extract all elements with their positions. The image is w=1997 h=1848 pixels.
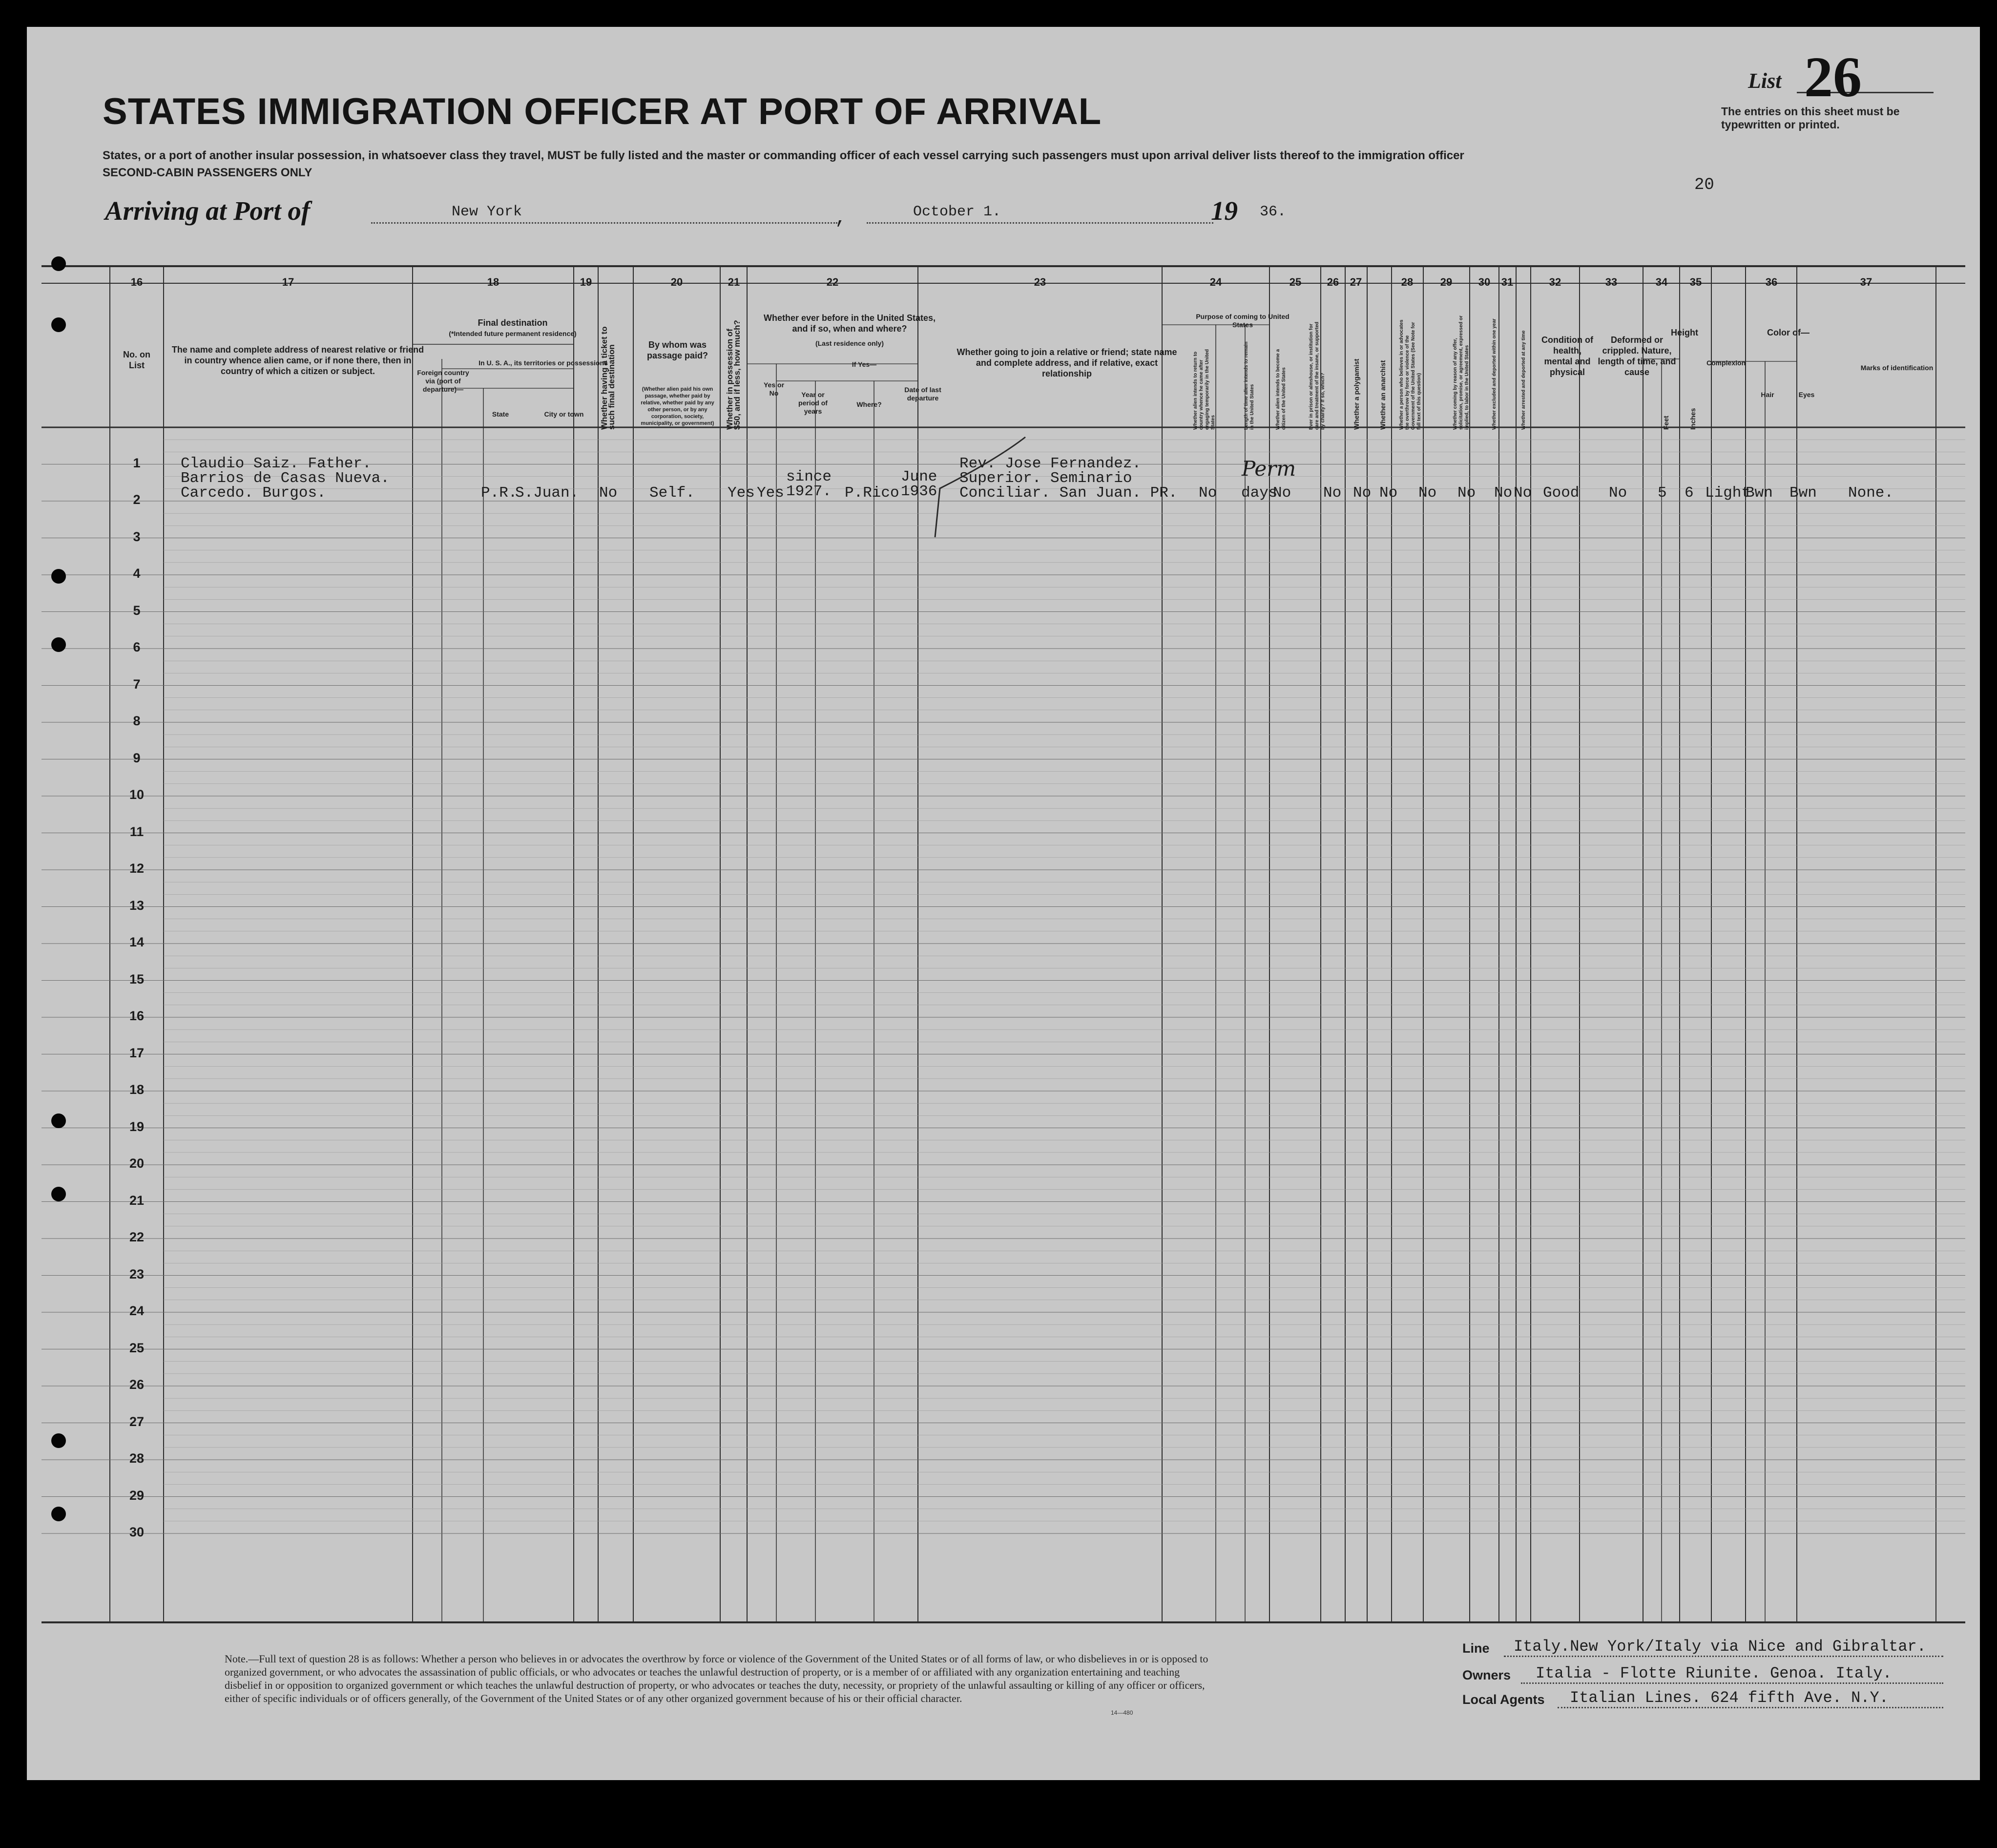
- header-height: Height: [1671, 328, 1698, 337]
- binder-hole: [51, 569, 66, 584]
- header-where: Where?: [856, 400, 882, 408]
- entry-has-fifty: Yes: [728, 484, 755, 502]
- row-number: 11: [129, 824, 144, 839]
- entry-inches: 6: [1685, 484, 1694, 502]
- binder-hole: [51, 1433, 66, 1448]
- row-number: 12: [129, 861, 145, 876]
- row-number: 13: [129, 898, 145, 913]
- header-overthrow: Whether a person who believes in or advocates the overthrow by force or violence of the Government of the United States (See Note for full text of this question): [1399, 319, 1422, 430]
- row-number: 16: [129, 1008, 145, 1024]
- column-number: 27: [1350, 276, 1362, 288]
- binder-hole: [51, 1187, 66, 1201]
- row-number: 10: [129, 787, 145, 802]
- column-number: 25: [1289, 276, 1302, 288]
- column-number: 36: [1765, 276, 1778, 288]
- table-grid: [27, 27, 1980, 1780]
- column-number: 30: [1478, 276, 1491, 288]
- row-number: 6: [133, 640, 141, 655]
- row-number: 19: [129, 1119, 145, 1134]
- row-number: 28: [129, 1451, 145, 1466]
- row-number: 4: [133, 566, 141, 581]
- header-passage-paid: By whom was passage paid?: [646, 340, 708, 360]
- column-number: 28: [1401, 276, 1414, 288]
- header-final-destination: Final destination: [478, 318, 548, 328]
- row-number: 24: [129, 1303, 145, 1319]
- row-number: 5: [133, 603, 141, 618]
- column-number: 26: [1327, 276, 1339, 288]
- relative-line-3: Carcedo. Burgos.: [181, 484, 326, 502]
- row-number: 17: [129, 1045, 145, 1060]
- row-number: 30: [129, 1525, 145, 1540]
- entry-polygamist: No: [1353, 484, 1372, 502]
- header-eyes: Eyes: [1798, 391, 1815, 399]
- column-number: 20: [670, 276, 683, 288]
- owners-label: Owners: [1462, 1668, 1511, 1682]
- binder-hole: [51, 317, 66, 332]
- row-number: 14: [129, 935, 145, 950]
- agents-dotline: [1558, 1707, 1943, 1708]
- header-hair: Hair: [1761, 391, 1774, 399]
- entry-anarchist: No: [1379, 484, 1398, 502]
- entry-overthrow: No: [1418, 484, 1437, 502]
- entry-deformed: No: [1609, 484, 1627, 502]
- agents-label: Local Agents: [1462, 1692, 1545, 1707]
- date-value: October 1.: [913, 204, 1001, 220]
- entry-arrested: No: [1514, 484, 1532, 502]
- question-28-note: Note.—Full text of question 28 is as follows: Whether a person who believes in or advocates the overthrow by force or violence of the Government of the United States or of all forms of law, or who disbelieves in or is opposed to organized government, or who advocates the assassination of public officials, or who advocates or teaches the unlawful destruction of property, or is a member of or affiliated with any organization entertaining and teaching disbelief in or opposition to organized government or which teaches the unlawful destruction of property, or who advocates or teaches the duty, necessity, or propriety of the unlawful assaulting or killing of any officer or officers, either of specific individuals or of officers generally, of the Government of the United States or of any other organized government because of his or their official character.: [225, 1653, 1208, 1704]
- entry-passage-paid: Self.: [649, 484, 695, 502]
- header-length-of-stay: Length of time alien intends to remain in the United States: [1244, 341, 1255, 430]
- column-number: 37: [1860, 276, 1872, 288]
- header-complexion: Complexion: [1706, 359, 1746, 367]
- header-passage-paid-note: (Whether alien paid his own passage, whether paid by relative, whether paid by any other person, or by any corporation, society, municipality, or government): [641, 386, 714, 426]
- header-purpose: Purpose of coming to United States: [1196, 313, 1290, 329]
- header-feet: Feet: [1662, 416, 1670, 430]
- corner-mark: 20: [1694, 176, 1714, 194]
- row-number: 23: [129, 1266, 145, 1281]
- pen-stroke: [930, 435, 1028, 542]
- column-number: 33: [1605, 276, 1618, 288]
- column-number: 21: [728, 276, 740, 288]
- header-if-yes: If Yes—: [852, 360, 877, 368]
- header-yes-or-no: Yes or No: [763, 381, 785, 397]
- line-dotline: [1504, 1656, 1943, 1657]
- column-number: 17: [282, 276, 294, 288]
- row-number: 15: [129, 971, 145, 987]
- header-foreign-country: Foreign country via (port of departure)—: [417, 369, 469, 393]
- row-number: 2: [133, 492, 141, 507]
- header-relative-address: The name and complete address of nearest relative or friend in country whence alien came, or if none there, then in country of which a citizen or subject.: [171, 345, 424, 376]
- row-number: 21: [129, 1193, 145, 1208]
- row-number: 22: [129, 1230, 145, 1245]
- entry-excluded: No: [1494, 484, 1513, 502]
- row-number: 25: [129, 1340, 145, 1355]
- instructions-text: States, or a port of another insular possession, in whatsoever class they travel, MUST be fully listed and the master or commanding officer of each vessel carrying such passengers must upon arrival deliver lists thereof to the immigration officer: [103, 149, 1464, 162]
- header-no-on-list: No. on List: [123, 350, 150, 370]
- agents-value: Italian Lines. 624 fifth Ave. N.Y.: [1570, 1689, 1889, 1707]
- arriving-label: Arriving at Port of: [105, 196, 311, 226]
- header-date-last-departure: Date of last departure: [904, 386, 941, 402]
- port-value: New York: [452, 204, 522, 220]
- column-number: 24: [1209, 276, 1222, 288]
- column-number: 16: [130, 276, 143, 288]
- header-health: Condition of health, mental and physical: [1541, 335, 1593, 377]
- year-suffix: 36.: [1260, 204, 1287, 220]
- joining-line-2: Superior. Seminario: [959, 470, 1132, 487]
- comma-mark: ,: [835, 208, 847, 230]
- row-number: 29: [129, 1488, 145, 1503]
- binder-hole: [51, 1507, 66, 1521]
- header-excluded: Whether excluded and deported within one year: [1492, 318, 1497, 430]
- relative-line-2: Barrios de Casas Nueva.: [181, 470, 390, 487]
- binder-hole: [51, 256, 66, 271]
- row-number: 27: [129, 1414, 145, 1429]
- column-number: 31: [1501, 276, 1514, 288]
- column-number: 32: [1549, 276, 1561, 288]
- entry-stay-handwritten: Perm: [1242, 457, 1296, 481]
- entry-marks: None.: [1848, 484, 1894, 502]
- joining-line-3: Conciliar. San Juan. PR.: [959, 484, 1178, 502]
- list-number: 26: [1804, 45, 1862, 109]
- entry-eyes: Bwn: [1789, 484, 1817, 502]
- column-number: 22: [826, 276, 839, 288]
- header-polygamist: Whether a polygamist: [1352, 358, 1360, 430]
- header-citizen-intent: Whether alien intends to become a citizen of the United States: [1275, 349, 1287, 430]
- entry-health: Good: [1543, 484, 1580, 502]
- joining-line-1: Rev. Jose Fernandez.: [959, 455, 1142, 472]
- page-title: STATES IMMIGRATION OFFICER AT PORT OF ARRIVAL: [103, 91, 1102, 132]
- header-anarchist: Whether an anarchist: [1379, 360, 1387, 430]
- binder-hole: [51, 1113, 66, 1128]
- row-number: 18: [129, 1082, 145, 1097]
- entry-city: S.Juan.: [515, 484, 579, 502]
- header-prison: Ever in prison or almshouse, or institution for care and treatment of the insane, or supported by charity? If so, which?: [1309, 321, 1326, 430]
- owners-dotline: [1521, 1682, 1943, 1684]
- list-label: List: [1748, 69, 1782, 93]
- header-year-period: Year or period of years: [798, 391, 828, 415]
- row-number: 8: [133, 714, 141, 729]
- header-ticket: Whether having a ticket to such final destination: [600, 326, 616, 430]
- header-going-to-join: Whether going to join a relative or friend; state name and complete address, and if relative, exact relationship: [957, 347, 1177, 378]
- header-in-usa: In U. S. A., its territories or possessions: [478, 359, 608, 367]
- row-number: 26: [129, 1377, 145, 1392]
- column-number: 29: [1440, 276, 1453, 288]
- entry-ticket: No: [599, 484, 618, 502]
- header-return-intent: Whether alien intends to return to country whence he came after engaging temporarily in the United States: [1193, 349, 1216, 430]
- column-number: 34: [1655, 276, 1668, 288]
- header-labor-offer: Whether coming by reason of any offer, solicitation, promise, or agreement, expressed or implied, to labor in the United States: [1453, 315, 1470, 430]
- entry-labor-offer: No: [1457, 484, 1476, 502]
- column-number: 19: [580, 276, 592, 288]
- row-number: 1: [133, 455, 141, 470]
- header-last-residence: (Last residence only): [815, 339, 884, 347]
- entry-stay-length: days: [1241, 484, 1278, 502]
- entry-citizen: No: [1273, 484, 1291, 502]
- header-final-destination-sub: (*Intended future permanent residence): [449, 330, 577, 337]
- entries-note: The entries on this sheet must be typewritten or printed.: [1721, 105, 1900, 131]
- entry-prison: No: [1323, 484, 1342, 502]
- entry-last-departure: June 1936: [901, 468, 937, 500]
- entry-years: since 1927.: [786, 468, 832, 500]
- year-prefix: 19: [1211, 196, 1238, 226]
- header-arrested: Whether arrested and deported at any time: [1521, 330, 1526, 430]
- form-number: 14—480: [1111, 1709, 1133, 1716]
- manifest-sheet: [27, 27, 1980, 1780]
- line-label: Line: [1462, 1641, 1490, 1656]
- class-line: SECOND-CABIN PASSENGERS ONLY: [103, 166, 312, 179]
- entry-hair: Bwn: [1746, 484, 1773, 502]
- header-state: State: [492, 410, 509, 418]
- header-deformed: Deformed or crippled. Nature, length of time, and cause: [1598, 335, 1676, 377]
- header-city: City or town: [544, 410, 584, 418]
- header-fifty-dollars: Whether in possession of $50, and if less, how much?: [725, 320, 742, 430]
- header-marks: Marks of identification: [1860, 364, 1934, 372]
- entry-returning: No: [1199, 484, 1217, 502]
- row-number: 20: [129, 1156, 145, 1171]
- line-value: Italy.New York/Italy via Nice and Gibraltar.: [1514, 1638, 1926, 1656]
- owners-value: Italia - Flotte Riunite. Genoa. Italy.: [1536, 1664, 1892, 1682]
- entry-complexion: Light: [1705, 484, 1751, 502]
- header-color-of: Color of—: [1767, 328, 1810, 337]
- column-number: 35: [1689, 276, 1702, 288]
- row-number: 7: [133, 676, 141, 692]
- relative-line-1: Claudio Saiz. Father.: [181, 455, 372, 472]
- header-inches: Inches: [1689, 408, 1697, 430]
- entry-ever-before: Yes: [757, 484, 784, 502]
- binder-hole: [51, 637, 66, 652]
- row-number: 9: [133, 750, 141, 765]
- header-ever-before: Whether ever before in the United States, and if so, when and where?: [763, 313, 936, 334]
- entry-state: P.R.: [481, 484, 518, 502]
- entry-feet: 5: [1658, 484, 1667, 502]
- entry-where: P.Rico: [845, 484, 899, 502]
- column-number: 23: [1034, 276, 1046, 288]
- column-number: 18: [487, 276, 499, 288]
- row-number: 3: [133, 529, 141, 544]
